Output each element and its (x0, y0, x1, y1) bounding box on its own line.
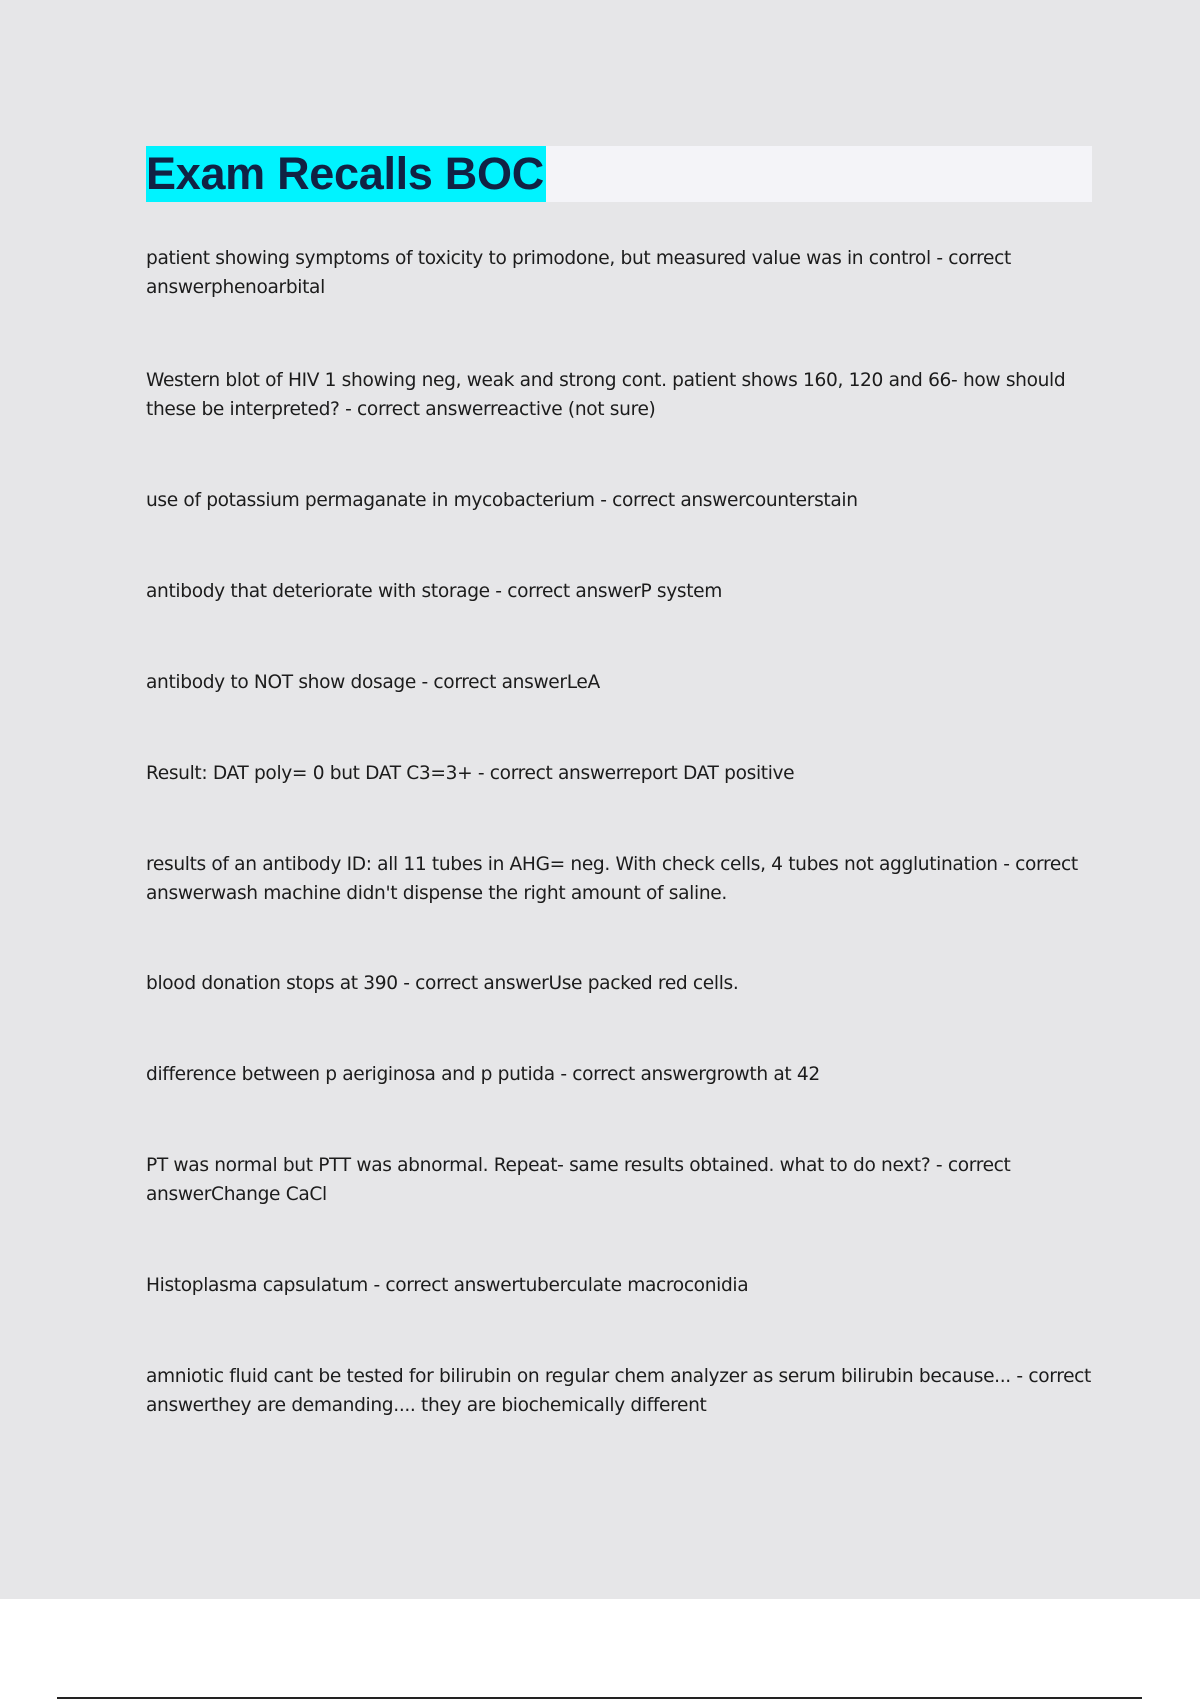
qa-item: patient showing symptoms of toxicity to primodone, but measured value was in control - correct answerphenoarbital (146, 248, 1011, 298)
qa-item: Histoplasma capsulatum - correct answertuberculate macroconidia (146, 1275, 749, 1296)
footer-divider (57, 1697, 1142, 1699)
qa-item: results of an antibody ID: all 11 tubes in AHG= neg. With check cells, 4 tubes not agglutination - correct answerwash machine didn't dispense the right amount of saline. (146, 854, 1078, 904)
qa-item: Result: DAT poly= 0 but DAT C3=3+ - correct answerreport DAT positive (146, 763, 795, 784)
page-title: Exam Recalls BOC (146, 146, 546, 202)
qa-item: difference between p aeriginosa and p putida - correct answergrowth at 42 (146, 1064, 820, 1085)
qa-item: use of potassium permaganate in mycobacterium - correct answercounterstain (146, 490, 858, 511)
qa-item: antibody to NOT show dosage - correct answerLeA (146, 672, 600, 693)
qa-item: amniotic fluid cant be tested for bilirubin on regular chem analyzer as serum bilirubin because... - correct answerthey are demanding.... they are biochemically different (146, 1366, 1092, 1416)
qa-item: antibody that deteriorate with storage - correct answerP system (146, 581, 723, 602)
qa-item: Western blot of HIV 1 showing neg, weak and strong cont. patient shows 160, 120 and 66- how should these be interpreted? - correct answerreactive (not sure) (146, 370, 1066, 420)
qa-item: blood donation stops at 390 - correct answerUse packed red cells. (146, 973, 739, 994)
qa-item: PT was normal but PTT was abnormal. Repeat- same results obtained. what to do next? - correct answerChange CaCl (146, 1155, 1011, 1205)
